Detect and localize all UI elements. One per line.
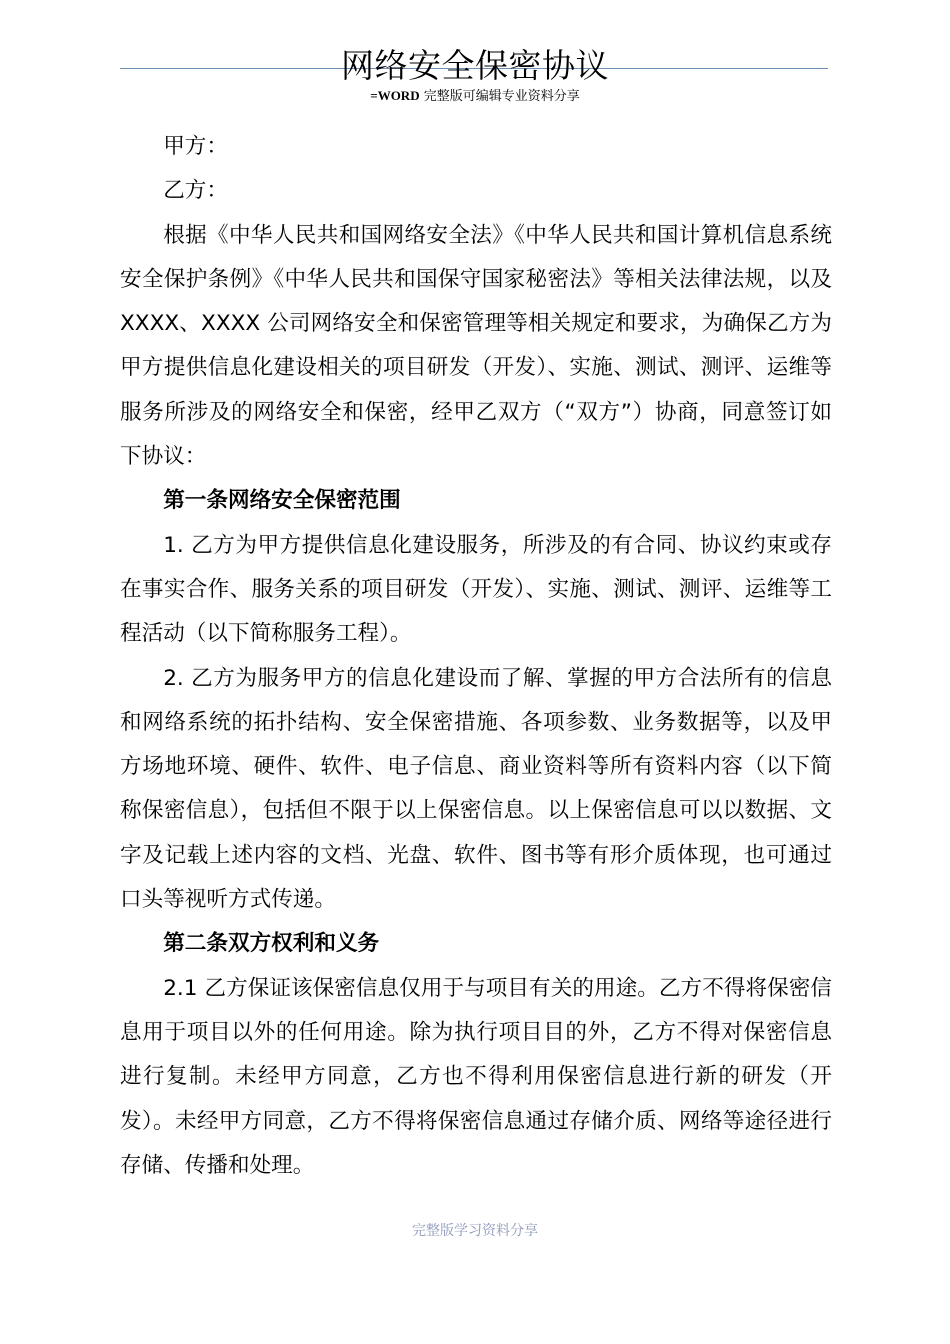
document-title: 网络安全保密协议: [341, 46, 609, 85]
page-footer: 完整版学习资料分享: [412, 1223, 538, 1239]
article-2-heading: 第二条双方权利和义务: [163, 931, 380, 957]
article-1-clause-2: 2. 乙方为服务甲方的信息化建设而了解、掌握的甲方合法所有的信息和网络系统的拓扑结构、安全保密措施、各项参数、业务数据等，以及甲方场地环境、硬件、软件、电子信息、商业资料等所有资料内容（以下简称保密信息），包括但不限于以上保密信息。以上保密信息可以以数据、文字及记载上述内容的文档、光盘、软件、图书等有形介质体现，也可通过口头等视听方式传递。: [120, 665, 832, 913]
subtitle-rest: 完整版可编辑专业资料分享: [419, 89, 580, 104]
article-1-heading: 第一条网络安全保密范围: [163, 488, 401, 514]
article-2-clause-2-1: 2.1 乙方保证该保密信息仅用于与项目有关的用途。乙方不得将保密信息用于项目以外的任何用途。除为执行项目目的外，乙方不得对保密信息进行复制。未经甲方同意，乙方也不得利用保密信息进行新的研发（开发）。未经甲方同意，乙方不得将保密信息通过存储介质、网络等途径进行存储、传播和处理。: [120, 975, 832, 1178]
preamble-paragraph: 根据《中华人民共和国网络安全法》《中华人民共和国计算机信息系统安全保护条例》《中华人民共和国保守国家秘密法》等相关法律法规，以及 XXXX、XXXX 公司网络安全和保密管理等相关规定和要求，为确保乙方为甲方提供信息化建设相关的项目研发（开发）、实施、测试、测评、运维等服务所涉及的网络安全和保密，经甲乙双方（“双方”）协商，同意签订如下协议：: [120, 222, 832, 470]
party-b-line: 乙方：: [163, 178, 228, 204]
subtitle-prefix: =WORD: [370, 88, 420, 103]
article-1-clause-1: 1. 乙方为甲方提供信息化建设服务，所涉及的有合同、协议约束或存在事实合作、服务关系的项目研发（开发）、实施、测试、测评、运维等工程活动（以下简称服务工程）。: [120, 532, 832, 647]
document-subtitle: [0, 87, 950, 105]
party-a-line: 甲方：: [163, 134, 228, 159]
document-body: [120, 125, 832, 1188]
